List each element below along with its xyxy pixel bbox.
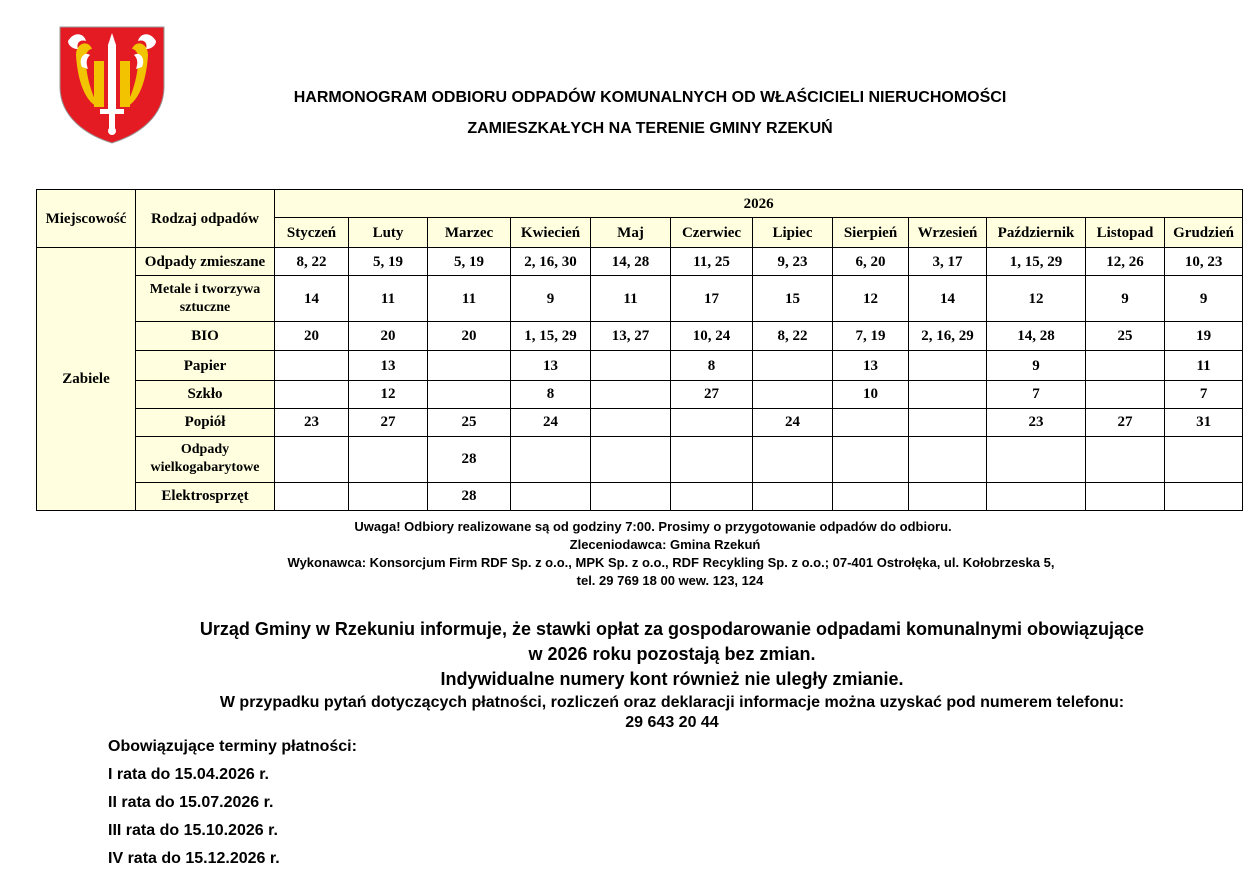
date-cell (671, 482, 753, 510)
date-cell: 2, 16, 29 (909, 322, 987, 351)
date-cell (591, 408, 671, 436)
date-cell: 11 (1165, 351, 1243, 380)
date-cell (275, 436, 349, 482)
contractor-phone: tel. 29 769 18 00 wew. 123, 124 (576, 573, 764, 588)
month-header: Styczeń (275, 218, 349, 248)
date-cell: 10 (833, 380, 909, 408)
date-cell (428, 380, 511, 408)
date-cell: 9 (1165, 276, 1243, 322)
date-cell (671, 436, 753, 482)
date-cell (511, 436, 591, 482)
date-cell: 10, 23 (1165, 248, 1243, 276)
date-cell (909, 482, 987, 510)
date-cell (987, 482, 1086, 510)
date-cell: 23 (987, 408, 1086, 436)
page-subtitle: ZAMIESZKAŁYCH NA TERENIE GMINY RZEKUŃ (467, 120, 833, 137)
date-cell: 13 (511, 351, 591, 380)
date-cell: 9 (1086, 276, 1165, 322)
date-cell: 25 (1086, 322, 1165, 351)
date-cell: 23 (275, 408, 349, 436)
date-cell (1086, 380, 1165, 408)
date-cell: 8, 22 (753, 322, 833, 351)
date-cell: 9, 23 (753, 248, 833, 276)
waste-type-cell: BIO (136, 322, 275, 351)
date-cell (349, 482, 428, 510)
date-cell (909, 436, 987, 482)
date-cell: 7 (1165, 380, 1243, 408)
date-cell (753, 482, 833, 510)
date-cell: 12, 26 (1086, 248, 1165, 276)
month-header: Maj (591, 218, 671, 248)
date-cell: 13, 27 (591, 322, 671, 351)
date-cell (753, 351, 833, 380)
date-cell: 25 (428, 408, 511, 436)
date-cell (987, 436, 1086, 482)
date-cell (1165, 482, 1243, 510)
date-cell (349, 436, 428, 482)
date-cell: 28 (428, 482, 511, 510)
date-cell (1086, 351, 1165, 380)
date-cell: 11, 25 (671, 248, 753, 276)
waste-type-cell: Szkło (136, 380, 275, 408)
date-cell (833, 408, 909, 436)
month-header: Sierpień (833, 218, 909, 248)
date-cell (275, 351, 349, 380)
contact-info: W przypadku pytań dotyczących płatności, rozliczeń oraz deklaracji informacje można uzyskać pod numerem telefonu: (219, 694, 1125, 711)
fees-info-line1: Urząd Gminy w Rzekuniu informuje, że stawki opłat za gospodarowanie odpadami komunalnymi obowiązujące (199, 619, 1145, 639)
date-cell (833, 436, 909, 482)
date-cell (671, 408, 753, 436)
date-cell: 20 (349, 322, 428, 351)
client-note: Zleceniodawca: Gmina Rzekuń (569, 537, 761, 552)
date-cell: 24 (753, 408, 833, 436)
date-cell: 11 (591, 276, 671, 322)
payment-term-item: I rata do 15.04.2026 r. (108, 766, 269, 783)
date-cell: 24 (511, 408, 591, 436)
date-cell: 8 (511, 380, 591, 408)
month-header: Grudzień (1165, 218, 1243, 248)
date-cell (1086, 436, 1165, 482)
date-cell: 7 (987, 380, 1086, 408)
waste-type-cell: Elektrosprzęt (136, 482, 275, 510)
schedule-table (36, 189, 1243, 511)
date-cell (1086, 482, 1165, 510)
date-cell: 27 (349, 408, 428, 436)
date-cell (428, 351, 511, 380)
month-header: Wrzesień (909, 218, 987, 248)
waste-type-cell: Metale i tworzywa sztuczne (136, 276, 275, 322)
col-header-waste-type: Rodzaj odpadów (136, 190, 275, 248)
accounts-info: Indywidualne numery kont również nie uległy zmianie. (440, 669, 904, 689)
date-cell (275, 380, 349, 408)
month-header: Marzec (428, 218, 511, 248)
month-header: Czerwiec (671, 218, 753, 248)
date-cell: 14 (275, 276, 349, 322)
date-cell: 12 (833, 276, 909, 322)
pickup-time-note: Uwaga! Odbiory realizowane są od godziny 7:00. Prosimy o przygotowanie odpadów do odbioru. (354, 519, 952, 534)
date-cell (909, 351, 987, 380)
date-cell (275, 482, 349, 510)
date-cell: 20 (428, 322, 511, 351)
date-cell: 13 (833, 351, 909, 380)
date-cell: 27 (671, 380, 753, 408)
contact-phone: 29 643 20 44 (625, 714, 719, 731)
date-cell (591, 436, 671, 482)
date-cell: 2, 16, 30 (511, 248, 591, 276)
date-cell: 20 (275, 322, 349, 351)
payment-term-item: III rata do 15.10.2026 r. (108, 822, 278, 839)
date-cell: 9 (511, 276, 591, 322)
waste-type-cell: Papier (136, 351, 275, 380)
coat-of-arms-icon (58, 25, 166, 145)
date-cell: 9 (987, 351, 1086, 380)
location-cell: Zabiele (37, 248, 136, 511)
date-cell (591, 380, 671, 408)
date-cell: 5, 19 (428, 248, 511, 276)
date-cell: 1, 15, 29 (511, 322, 591, 351)
date-cell (1165, 436, 1243, 482)
date-cell: 1, 15, 29 (987, 248, 1086, 276)
date-cell: 8 (671, 351, 753, 380)
date-cell: 19 (1165, 322, 1243, 351)
payment-terms-heading: Obowiązujące terminy płatności: (108, 738, 357, 755)
date-cell: 17 (671, 276, 753, 322)
date-cell: 27 (1086, 408, 1165, 436)
date-cell: 12 (349, 380, 428, 408)
date-cell (591, 482, 671, 510)
date-cell: 12 (987, 276, 1086, 322)
date-cell: 13 (349, 351, 428, 380)
date-cell (511, 482, 591, 510)
waste-type-cell: Popiół (136, 408, 275, 436)
date-cell (753, 436, 833, 482)
waste-type-cell: Odpady wielkogabarytowe (136, 436, 275, 482)
payment-term-item: II rata do 15.07.2026 r. (108, 794, 274, 811)
month-header: Październik (987, 218, 1086, 248)
col-header-location: Miejscowość (37, 190, 136, 248)
contractor-note: Wykonawca: Konsorcjum Firm RDF Sp. z o.o., MPK Sp. z o.o., RDF Recykling Sp. z o.o.; 07-401 Ostrołęka, ul. Kołobrzeska 5, (287, 555, 1055, 570)
date-cell: 7, 19 (833, 322, 909, 351)
waste-type-cell: Odpady zmieszane (136, 248, 275, 276)
date-cell: 5, 19 (349, 248, 428, 276)
date-cell: 14 (909, 276, 987, 322)
date-cell: 6, 20 (833, 248, 909, 276)
date-cell: 28 (428, 436, 511, 482)
page-title: HARMONOGRAM ODBIORU ODPADÓW KOMUNALNYCH OD WŁAŚCICIELI NIERUCHOMOŚCI (293, 89, 1007, 106)
date-cell (833, 482, 909, 510)
year-header: 2026 (275, 190, 1243, 218)
date-cell: 8, 22 (275, 248, 349, 276)
date-cell: 31 (1165, 408, 1243, 436)
date-cell: 14, 28 (591, 248, 671, 276)
date-cell: 3, 17 (909, 248, 987, 276)
date-cell: 11 (428, 276, 511, 322)
date-cell (591, 351, 671, 380)
date-cell (909, 380, 987, 408)
date-cell: 15 (753, 276, 833, 322)
date-cell (909, 408, 987, 436)
month-header: Luty (349, 218, 428, 248)
month-header: Listopad (1086, 218, 1165, 248)
fees-info-line2: w 2026 roku pozostają bez zmian. (528, 644, 816, 664)
month-header: Kwiecień (511, 218, 591, 248)
date-cell: 11 (349, 276, 428, 322)
date-cell: 14, 28 (987, 322, 1086, 351)
date-cell (753, 380, 833, 408)
payment-term-item: IV rata do 15.12.2026 r. (108, 850, 280, 867)
date-cell: 10, 24 (671, 322, 753, 351)
month-header: Lipiec (753, 218, 833, 248)
